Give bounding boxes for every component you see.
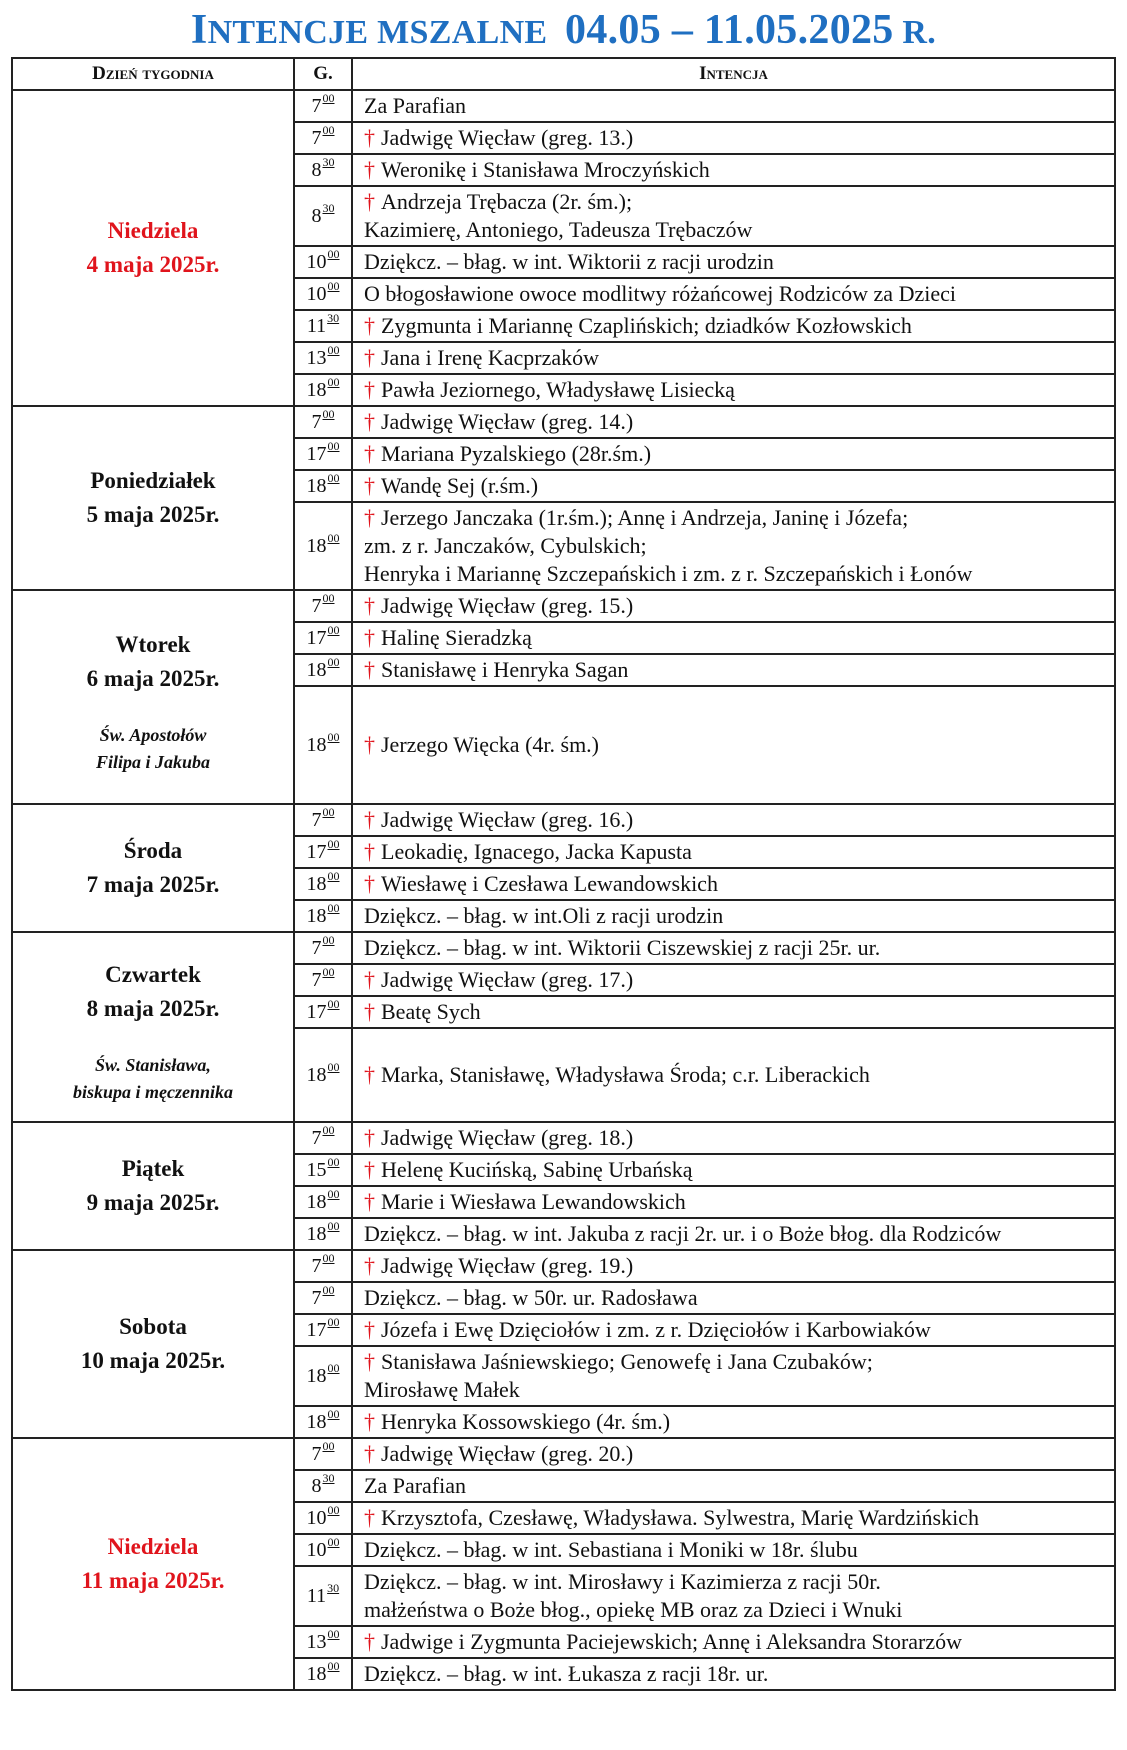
day-cell [12, 90, 294, 406]
day-cell [12, 1250, 294, 1438]
hour-minutes: 00 [322, 1250, 335, 1265]
intention-line: Dziękcz. – błag. w int. Sebastiana i Moniki w 18r. ślubu [364, 1537, 858, 1562]
hour-cell: $18^{00}$ [294, 1346, 352, 1406]
day-date: 5 maja 2025r. [86, 502, 220, 527]
table-body [12, 90, 1115, 1690]
intention-cell [352, 686, 1115, 804]
day-date: 7 maja 2025r. [86, 872, 220, 897]
intention-cell [352, 622, 1115, 654]
intention-cell [352, 964, 1115, 996]
intention-line: † Zygmunta i Mariannę Czaplińskich; dziadków Kozłowskich [364, 313, 912, 338]
cross-icon: † [364, 189, 375, 214]
intentions-table [11, 57, 1116, 1691]
hour-cell: $7^{00}$ [294, 590, 352, 622]
hour-minutes: 00 [327, 1154, 340, 1169]
day-label [87, 1156, 220, 1215]
table-row [12, 1438, 1115, 1470]
intention-line: † Jadwigę Więcław (greg. 13.) [364, 125, 634, 150]
intention-cell [352, 1314, 1115, 1346]
hour-minutes: 00 [327, 996, 340, 1011]
hour-minutes: 00 [322, 90, 335, 105]
day-cell [12, 804, 294, 932]
hour-minutes: 00 [327, 1406, 340, 1421]
hour-cell: $18^{00}$ [294, 868, 352, 900]
hour-cell: $7^{00}$ [294, 1250, 352, 1282]
day-name: Wtorek [115, 632, 191, 657]
intention-line: † Leokadię, Ignacego, Jacka Kapusta [364, 839, 692, 864]
intention-cell [352, 1218, 1115, 1250]
intention-line: † Józefa i Ewę Dzięciołów i zm. z r. Dzięciołów i Karbowiaków [364, 1317, 931, 1342]
cross-icon: † [364, 1125, 375, 1150]
intention-cell [352, 90, 1115, 122]
cross-icon: † [364, 839, 375, 864]
hour-cell: $8^{30}$ [294, 1470, 352, 1502]
intention-line: † Halinę Sieradzką [364, 625, 532, 650]
hour-cell: $8^{30}$ [294, 154, 352, 186]
intention-line: Dziękcz. – błag. w int. Wiktorii z racji urodzin [364, 249, 774, 274]
table-row [12, 406, 1115, 438]
hour-cell: $18^{00}$ [294, 470, 352, 502]
hour-cell: $7^{00}$ [294, 804, 352, 836]
intention-cell [352, 804, 1115, 836]
hour-cell: $17^{00}$ [294, 622, 352, 654]
hour-minutes: 00 [327, 246, 340, 261]
intention-cell [352, 342, 1115, 374]
hour-minutes: 00 [327, 1626, 340, 1641]
cross-icon: † [364, 807, 375, 832]
cross-icon: † [364, 1317, 375, 1342]
hour-cell: $7^{00}$ [294, 122, 352, 154]
intention-line: Za Parafian [364, 93, 466, 118]
cross-icon: † [364, 473, 375, 498]
intention-line: Dziękcz. – błag. w int. Wiktorii Ciszewskiej z racji 25r. ur. [364, 935, 881, 960]
table-row [12, 590, 1115, 622]
hour-minutes: 00 [327, 1360, 340, 1375]
intention-cell [352, 590, 1115, 622]
hour-cell: $18^{00}$ [294, 1406, 352, 1438]
intention-cell [352, 502, 1115, 590]
intention-line: † Pawła Jeziornego, Władysławę Lisiecką [364, 377, 735, 402]
intention-line: † Marka, Stanisławę, Władysława Środa; c.r. Liberackich [364, 1062, 870, 1087]
hour-minutes: 00 [327, 342, 340, 357]
intention-cell [352, 1250, 1115, 1282]
hour-cell: $18^{00}$ [294, 654, 352, 686]
hour-cell: $17^{00}$ [294, 438, 352, 470]
intention-cell [352, 1028, 1115, 1122]
hour-cell: $7^{00}$ [294, 1438, 352, 1470]
hour-cell: $7^{00}$ [294, 964, 352, 996]
intention-cell [352, 1502, 1115, 1534]
hour-cell: $17^{00}$ [294, 996, 352, 1028]
hour-cell: $18^{00}$ [294, 1028, 352, 1122]
intention-cell [352, 1122, 1115, 1154]
hour-cell: $18^{00}$ [294, 502, 352, 590]
day-label [87, 218, 220, 277]
intention-cell [352, 122, 1115, 154]
intention-cell [352, 278, 1115, 310]
day-cell [12, 1122, 294, 1250]
hour-minutes: 00 [327, 1658, 340, 1673]
hour-minutes: 00 [322, 1438, 335, 1453]
table-row [12, 1122, 1115, 1154]
day-label [81, 1314, 225, 1373]
day-date: 11 maja 2025r. [81, 1568, 225, 1593]
hour-minutes: 00 [327, 438, 340, 453]
intention-line: zm. z r. Janczaków, Cybulskich; [364, 533, 647, 558]
intention-cell [352, 1154, 1115, 1186]
day-name: Czwartek [105, 962, 201, 987]
intention-cell [352, 1566, 1115, 1626]
title-dates: 04.05 – 11.05.2025 [565, 7, 894, 53]
table-row [12, 932, 1115, 964]
cross-icon: † [364, 593, 375, 618]
hour-minutes: 00 [327, 729, 340, 744]
cross-icon: † [364, 377, 375, 402]
intention-line: Kazimierę, Antoniego, Tadeusza Trębaczów [364, 217, 753, 242]
hour-cell: $10^{00}$ [294, 1502, 352, 1534]
hour-minutes: 00 [327, 868, 340, 883]
intention-cell [352, 374, 1115, 406]
day-label [82, 1534, 225, 1593]
hour-minutes: 30 [327, 310, 340, 325]
intention-line: Dziękcz. – błag. w 50r. ur. Radosława [364, 1285, 698, 1310]
intention-cell [352, 996, 1115, 1028]
cross-icon: † [364, 1505, 375, 1530]
hour-cell: $17^{00}$ [294, 1314, 352, 1346]
intention-line: Henryka i Mariannę Szczepańskich i zm. z r. Szczepańskich i Łonów [364, 561, 973, 586]
intention-line: † Jerzego Więcka (4r. śm.) [364, 732, 600, 757]
hour-minutes: 00 [327, 1502, 340, 1517]
cross-icon: † [364, 1189, 375, 1214]
intention-cell [352, 310, 1115, 342]
hour-cell: $11^{30}$ [294, 310, 352, 342]
hour-cell: $7^{00}$ [294, 1122, 352, 1154]
intention-cell [352, 868, 1115, 900]
header-intent: Intencja [352, 58, 1115, 90]
intention-cell [352, 186, 1115, 246]
intention-line: † Jadwigę Więcław (greg. 20.) [364, 1441, 634, 1466]
intention-line: † Jadwigę Więcław (greg. 17.) [364, 967, 634, 992]
table-row [12, 1250, 1115, 1282]
intention-cell [352, 154, 1115, 186]
day-name: Piątek [121, 1156, 185, 1181]
cross-icon: † [364, 345, 375, 370]
intention-cell [352, 1346, 1115, 1406]
day-name: Poniedziałek [90, 468, 216, 493]
cross-icon: † [364, 409, 375, 434]
intention-line: † Jadwigę Więcław (greg. 16.) [364, 807, 634, 832]
intention-line: † Jadwige i Zygmunta Paciejewskich; Annę i Aleksandra Storarzów [364, 1629, 963, 1654]
hour-cell: $18^{00}$ [294, 1186, 352, 1218]
day-date: 4 maja 2025r. [86, 252, 220, 277]
intention-cell [352, 246, 1115, 278]
day-label [13, 958, 293, 1026]
hour-cell: $15^{00}$ [294, 1154, 352, 1186]
cross-icon: † [364, 313, 375, 338]
intention-line: † Helenę Kucińską, Sabinę Urbańską [364, 1157, 693, 1182]
cross-icon: † [364, 1253, 375, 1278]
intention-cell [352, 438, 1115, 470]
table-row [12, 804, 1115, 836]
cross-icon: † [364, 1062, 375, 1087]
hour-cell: $7^{00}$ [294, 932, 352, 964]
title-main: NTENCJE MSZALNE [207, 14, 548, 51]
header-hour: G. [294, 58, 352, 90]
cross-icon: † [364, 505, 375, 530]
intention-line: † Henryka Kossowskiego (4r. śm.) [364, 1409, 671, 1434]
hour-minutes: 00 [327, 530, 340, 545]
day-name: Sobota [119, 1314, 187, 1339]
intention-cell [352, 470, 1115, 502]
hour-cell: $13^{00}$ [294, 1626, 352, 1658]
cross-icon: † [364, 967, 375, 992]
hour-minutes: 00 [327, 278, 340, 293]
intention-line: † Stanisława Jaśniewskiego; Genowefę i Jana Czubaków; [364, 1349, 873, 1374]
day-label [87, 468, 220, 527]
intention-line: † Jadwigę Więcław (greg. 14.) [364, 409, 634, 434]
hour-minutes: 00 [322, 590, 335, 605]
intention-line: † Jadwigę Więcław (greg. 19.) [364, 1253, 634, 1278]
day-cell [12, 1438, 294, 1690]
cross-icon: † [364, 999, 375, 1024]
intention-cell [352, 836, 1115, 868]
cross-icon: † [364, 1349, 375, 1374]
hour-cell: $7^{00}$ [294, 90, 352, 122]
hour-minutes: 00 [327, 654, 340, 669]
day-cell [12, 406, 294, 590]
cross-icon: † [364, 157, 375, 182]
hour-minutes: 00 [327, 1218, 340, 1233]
table-row [12, 90, 1115, 122]
cross-icon: † [364, 732, 375, 757]
intention-cell [352, 900, 1115, 932]
hour-minutes: 00 [327, 1059, 340, 1074]
cross-icon: † [364, 125, 375, 150]
intention-cell [352, 932, 1115, 964]
hour-cell: $17^{00}$ [294, 836, 352, 868]
hour-minutes: 00 [327, 900, 340, 915]
intention-line: Za Parafian [364, 1473, 466, 1498]
intention-cell [352, 1438, 1115, 1470]
intention-line: † Jadwigę Więcław (greg. 18.) [364, 1125, 634, 1150]
day-date: 9 maja 2025r. [86, 1190, 220, 1215]
day-name: Środa [123, 838, 183, 863]
day-name: Niedziela [107, 218, 199, 243]
intention-cell [352, 1658, 1115, 1690]
hour-cell: $18^{00}$ [294, 374, 352, 406]
intention-line: † Stanisławę i Henryka Sagan [364, 657, 629, 682]
hour-cell: $18^{00}$ [294, 1658, 352, 1690]
intention-cell [352, 406, 1115, 438]
hour-minutes: 00 [327, 622, 340, 637]
hour-minutes: 00 [322, 1122, 335, 1137]
feast-label: Św. Stanisława, biskupa i męczennika [72, 1055, 233, 1102]
hour-cell: $11^{30}$ [294, 1566, 352, 1626]
intention-line: † Weronikę i Stanisława Mroczyńskich [364, 157, 710, 182]
intention-line: O błogosławione owoce modlitwy różańcowej Rodziców za Dzieci [364, 281, 956, 306]
day-date: 6 maja 2025r. [86, 666, 220, 691]
hour-minutes: 30 [322, 200, 335, 215]
intention-line: † Krzysztofa, Czesławę, Władysława. Sylwestra, Marię Wardzińskich [364, 1505, 979, 1530]
intention-cell [352, 1282, 1115, 1314]
hour-minutes: 00 [327, 1186, 340, 1201]
intention-line: Dziękcz. – błag. w int. Jakuba z racji 2r. ur. i o Boże błog. dla Rodziców [364, 1221, 1002, 1246]
hour-cell: $18^{00}$ [294, 1218, 352, 1250]
title-initial: I [190, 7, 208, 53]
intention-cell [352, 654, 1115, 686]
cross-icon: † [364, 1409, 375, 1434]
title-suffix: R. [902, 14, 937, 51]
hour-minutes: 00 [327, 1534, 340, 1549]
intention-cell [352, 1626, 1115, 1658]
day-label [87, 838, 220, 897]
hour-minutes: 00 [327, 1314, 340, 1329]
intention-cell [352, 1534, 1115, 1566]
day-cell [12, 932, 294, 1122]
day-date: 10 maja 2025r. [80, 1348, 226, 1373]
hour-cell: $13^{00}$ [294, 342, 352, 374]
cross-icon: † [364, 1629, 375, 1654]
hour-minutes: 00 [322, 932, 335, 947]
header-row [12, 58, 1115, 90]
hour-minutes: 00 [322, 122, 335, 137]
hour-minutes: 00 [322, 406, 335, 421]
hour-minutes: 00 [327, 470, 340, 485]
day-name: Niedziela [107, 1534, 199, 1559]
intention-line: † Beatę Sych [364, 999, 481, 1024]
hour-cell: $10^{00}$ [294, 278, 352, 310]
cross-icon: † [364, 657, 375, 682]
intention-line: † Andrzeja Trębacza (2r. śm.); [364, 189, 633, 214]
feast-label: Św. Apostołów Filipa i Jakuba [95, 725, 211, 772]
hour-minutes: 00 [322, 964, 335, 979]
intention-line: Dziękcz. – błag. w int.Oli z racji urodzin [364, 903, 724, 928]
intention-line: Mirosławę Małek [364, 1377, 520, 1402]
intention-line: † Mariana Pyzalskiego (28r.śm.) [364, 441, 652, 466]
intention-cell [352, 1406, 1115, 1438]
cross-icon: † [364, 441, 375, 466]
hour-cell: $7^{00}$ [294, 406, 352, 438]
day-label [13, 628, 293, 696]
hour-cell: $10^{00}$ [294, 246, 352, 278]
hour-cell: $7^{00}$ [294, 1282, 352, 1314]
intention-line: † Jadwigę Więcław (greg. 15.) [364, 593, 634, 618]
hour-cell: $10^{00}$ [294, 1534, 352, 1566]
intention-line: małżeństwa o Boże błog., opiekę MB oraz za Dzieci i Wnuki [364, 1597, 903, 1622]
intention-line: † Wiesławę i Czesława Lewandowskich [364, 871, 718, 896]
intention-line: † Wandę Sej (r.śm.) [364, 473, 539, 498]
cross-icon: † [364, 871, 375, 896]
hour-cell: $18^{00}$ [294, 686, 352, 804]
hour-minutes: 30 [322, 1470, 335, 1485]
intention-line: † Jerzego Janczaka (1r.śm.); Annę i Andrzeja, Janinę i Józefa; [364, 505, 909, 530]
hour-minutes: 00 [327, 374, 340, 389]
intention-line: Dziękcz. – błag. w int. Mirosławy i Kazimierza z racji 50r. [364, 1569, 881, 1594]
cross-icon: † [364, 1441, 375, 1466]
hour-cell: $8^{30}$ [294, 186, 352, 246]
intention-cell [352, 1470, 1115, 1502]
intention-line: † Jana i Irenę Kacprzaków [364, 345, 600, 370]
day-date: 8 maja 2025r. [86, 996, 220, 1021]
hour-minutes: 30 [322, 154, 335, 169]
day-cell [12, 590, 294, 804]
header-day: Dzień tygodnia [12, 58, 294, 90]
intention-line: Dziękcz. – błag. w int. Łukasza z racji 18r. ur. [364, 1661, 769, 1686]
hour-minutes: 00 [322, 1282, 335, 1297]
cross-icon: † [364, 625, 375, 650]
hour-minutes: 30 [327, 1580, 340, 1595]
hour-minutes: 00 [322, 804, 335, 819]
intention-line: † Marie i Wiesława Lewandowskich [364, 1189, 686, 1214]
intention-cell [352, 1186, 1115, 1218]
cross-icon: † [364, 1157, 375, 1182]
hour-minutes: 00 [327, 836, 340, 851]
hour-cell: $18^{00}$ [294, 900, 352, 932]
